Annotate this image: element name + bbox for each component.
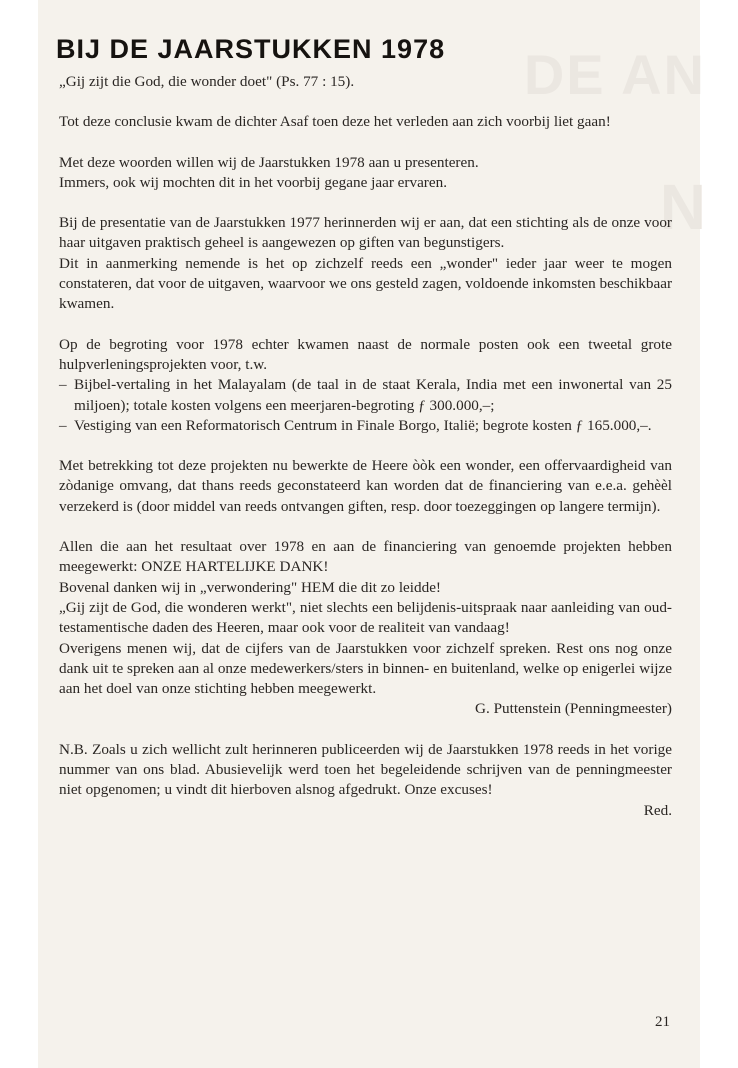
page-title: BIJ DE JAARSTUKKEN 1978 [56,34,446,64]
show-through-text: DE AN [523,43,706,106]
quote: „Gij zijt die God, die wonder doet" (Ps. 77 : 15). [59,73,355,90]
list-item [59,375,672,416]
paragraph: Bovenal danken wij in „verwondering" HEM die dit zo leidde! [59,578,441,596]
list-dash: – [59,376,67,394]
list-item-text: Bijbel-vertaling in het Malayalam (de taal in de staat Kerala, India met een inwonertal van 25 miljoen); totale kosten volgens een meerjaren-begroting ƒ 300.000,–; [74,376,672,414]
paragraph: Bij de presentatie van de Jaarstukken 1977 herinnerden wij er aan, dat een stichting als de onze voor haar uitgaven praktisch geheel is aangewezen op giften van begunstigers. [59,214,672,252]
show-through-text: N [659,171,706,243]
paragraph: Met deze woorden willen wij de Jaarstukken 1978 aan u presenteren. [59,153,479,171]
signature: G. Puttenstein (Penningmeester) [475,700,672,718]
paragraph: Met betrekking tot deze projekten nu bewerkte de Heere òòk een wonder, een offervaardigheid van zòdanige omvang, dat thans reeds geconstateerd kan worden dat de financiering van e.e.a. gehèèl verzekerd is (door middel van reeds ontvangen giften, resp. door toezeggingen op langere termijn). [59,457,672,515]
paragraph: Overigens menen wij, dat de cijfers van de Jaarstukken voor zichzelf spreken. Rest ons nog onze dank uit te spreken aan al onze medewerkers/sters in binnen- en buitenland, welke op enigerlei wijze aan het doel van onze stichting hebben meegewerkt. [59,639,672,698]
list-item [59,416,672,436]
page [38,0,706,1068]
editor-note: N.B. Zoals u zich wellicht zult herinneren publiceerden wij de Jaarstukken 1978 reeds in het vorige nummer van ons blad. Abusievelijk werd toen het begeleidende schrijven van de penningmeester niet opgenomen; u vindt dit hierboven alsnog afgedrukt. Onze excuses! [59,740,672,799]
paragraph: Tot deze conclusie kwam de dichter Asaf toen deze het verleden aan zich voorbij liet gaan! [59,113,611,131]
editor-signature: Red. [643,801,672,819]
paragraph: Op de begroting voor 1978 echter kwamen naast de normale posten ook een tweetal grote hulpverleningsprojekten voor, t.w. [59,335,672,373]
paragraph: Allen die aan het resultaat over 1978 en aan de financiering van genoemde projekten hebben meegewerkt: ONZE HARTELIJKE DANK! [59,538,672,576]
paragraph: Dit in aanmerking nemende is het op zichzelf reeds een „wonder" ieder jaar weer te mogen constateren, dat voor de uitgaven, waarvoor we ons gesteld zagen, voldoende inkomsten beschikbaar kwamen. [59,254,672,313]
list-item-text: Vestiging van een Reformatorisch Centrum in Finale Borgo, Italië; begrote kosten ƒ 165.000,–. [74,416,652,434]
article-body [59,72,672,821]
list-dash: – [59,416,67,434]
page-number: 21 [655,1014,670,1030]
paragraph: Immers, ook wij mochten dit in het voorbij gegane jaar ervaren. [59,173,448,191]
paragraph: „Gij zijt de God, die wonderen werkt", niet slechts een belijdenis-uitspraak naar aanleiding van oud-testamentische daden des Heeren, maar ook voor de realiteit van vandaag! [59,598,672,637]
